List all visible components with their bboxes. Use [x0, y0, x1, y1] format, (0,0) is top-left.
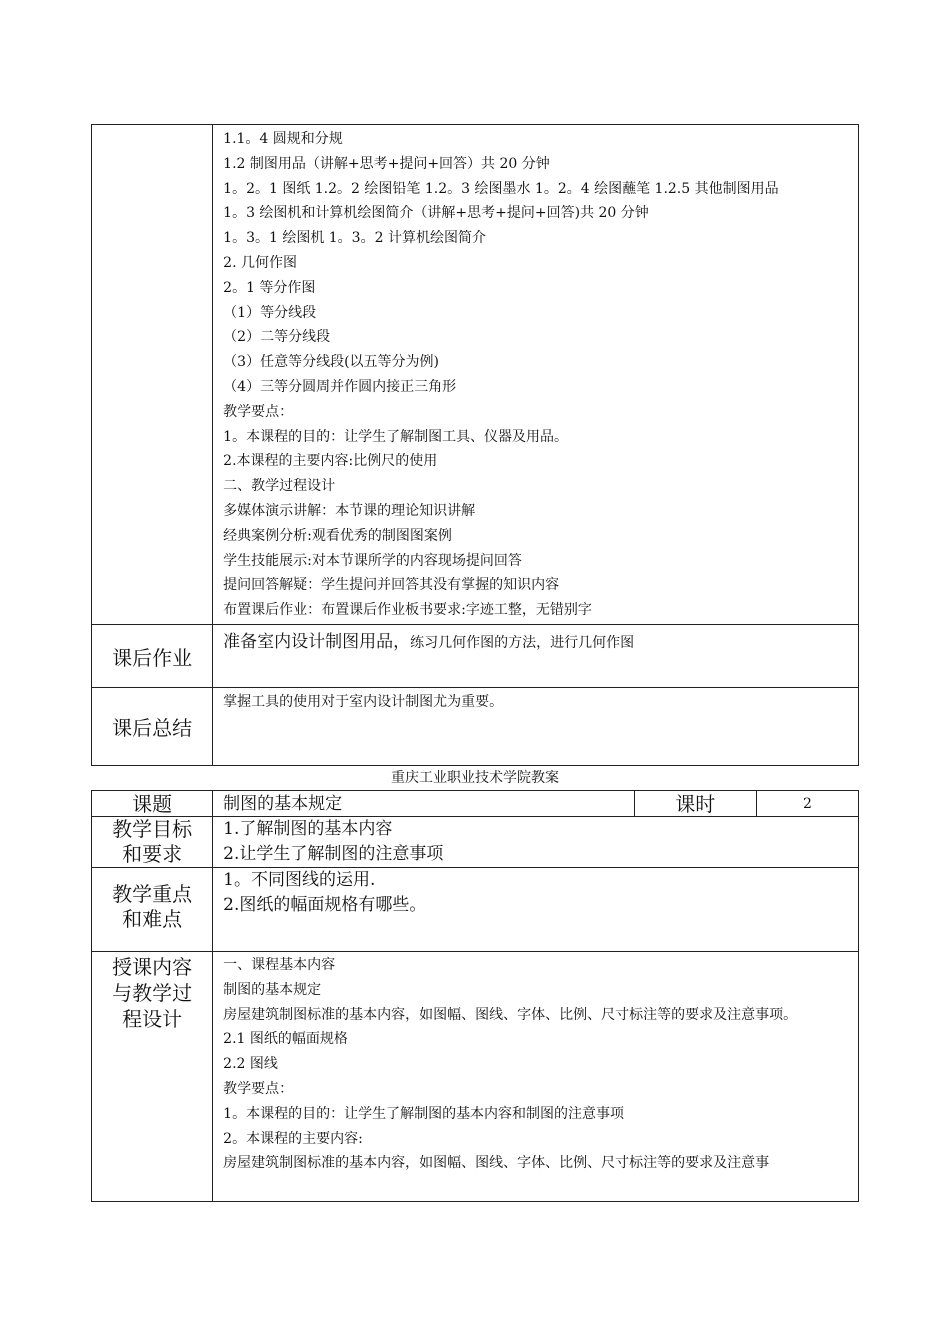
- content-line: 1。2。1 图纸 1.2。2 绘图铅笔 1.2。3 绘图墨水 1。2。4 绘图蘸笔 1.2.5 其他制图用品: [223, 180, 779, 197]
- content-line: 二、教学过程设计: [223, 478, 336, 495]
- content-line: 经典案例分析:观看优秀的制图图案例: [223, 527, 452, 544]
- content-cell: [213, 125, 859, 625]
- content-line: 1。3。1 绘图机 1。3。2 计算机绘图简介: [223, 230, 486, 247]
- content-line: （2）二等分线段: [223, 329, 331, 346]
- keypoint-item: 2.图纸的幅面规格有哪些。: [223, 894, 427, 915]
- topic-value-cell: [213, 791, 635, 817]
- keypoints-cell: [213, 868, 859, 952]
- lesson-plan-table: [91, 790, 859, 1202]
- content-line: 布置课后作业：布置课后作业板书要求:字迹工整，无错别字: [223, 602, 592, 619]
- content-line: 房屋建筑制图标准的基本内容，如图幅、图线、字体、比例、尺寸标注等的要求及注意事项。: [223, 1006, 798, 1023]
- content-line: 1。本课程的目的：让学生了解制图工具、仪器及用品。: [223, 428, 569, 445]
- homework-cell: [213, 625, 859, 688]
- hours-label: 课时: [634, 791, 756, 817]
- content-line: 1.1。4 圆规和分规: [223, 131, 343, 147]
- topic-value: 制图的基本规定: [223, 793, 343, 814]
- keypoint-item: 1。不同图线的运用.: [223, 870, 376, 890]
- content-line: 提问回答解疑：学生提问并回答其没有掌握的知识内容: [223, 577, 560, 594]
- summary-text: 掌握工具的使用对于室内设计制图尤为重要。: [223, 694, 504, 710]
- content-line: 2. 几何作图: [223, 254, 297, 271]
- content-line: 一、课程基本内容: [223, 957, 336, 973]
- content-line: 2。1 等分作图: [223, 279, 316, 296]
- content-line: 1.2 制图用品（讲解+思考+提问+回答）共 20 分钟: [223, 155, 550, 172]
- homework-text-large: 准备室内设计制图用品，: [223, 632, 411, 652]
- goals-label: 教学目标和要求: [92, 817, 213, 868]
- keypoints-label: 教学重点和难点: [92, 868, 213, 952]
- homework-text-small: 练习几何作图的方法，进行几何作图: [410, 635, 635, 651]
- summary-label: 课后总结: [92, 688, 213, 766]
- hours-value-cell: [756, 791, 858, 817]
- content-line: 教学要点：: [223, 1080, 294, 1097]
- document-caption: 重庆工业职业技术学院教案: [391, 770, 559, 786]
- content-line: 2.1 图纸的幅面规格: [223, 1031, 348, 1048]
- content-line: 1。本课程的目的：让学生了解制图的基本内容和制图的注意事项: [223, 1105, 625, 1122]
- goal-item: 1.了解制图的基本内容: [223, 819, 393, 839]
- hours-value: 2: [802, 795, 812, 812]
- content-line: 2。本课程的主要内容:: [223, 1130, 363, 1147]
- content-line: 房屋建筑制图标准的基本内容，如图幅、图线、字体、比例、尺寸标注等的要求及注意事: [223, 1155, 770, 1172]
- content-label: 授课内容与教学过程设计: [92, 952, 213, 1202]
- lesson-plan-table-continued: [91, 124, 859, 766]
- content-line: 制图的基本规定: [223, 981, 322, 998]
- empty-label-cell: [92, 125, 213, 625]
- topic-label: 课题: [92, 791, 213, 817]
- goal-item: 2.让学生了解制图的注意事项: [223, 843, 444, 864]
- course-content-cell: [213, 952, 859, 1202]
- content-line: （4）三等分圆周并作圆内接正三角形: [223, 378, 457, 395]
- content-line: 2.2 图线: [223, 1056, 278, 1073]
- content-line: 多媒体演示讲解：本节课的理论知识讲解: [223, 502, 476, 519]
- content-line: 2.本课程的主要内容:比例尺的使用: [223, 453, 438, 470]
- goals-cell: [213, 817, 859, 868]
- homework-label: 课后作业: [92, 625, 213, 688]
- summary-cell: [213, 688, 859, 766]
- content-line: 教学要点：: [223, 403, 294, 420]
- content-line: （3）任意等分线段(以五等分为例): [223, 354, 439, 371]
- content-line: （1）等分线段: [223, 304, 317, 321]
- content-line: 学生技能展示:对本节课所学的内容现场提问回答: [223, 552, 522, 569]
- content-line: 1。3 绘图机和计算机绘图简介（讲解+思考+提问+回答)共 20 分钟: [223, 205, 649, 222]
